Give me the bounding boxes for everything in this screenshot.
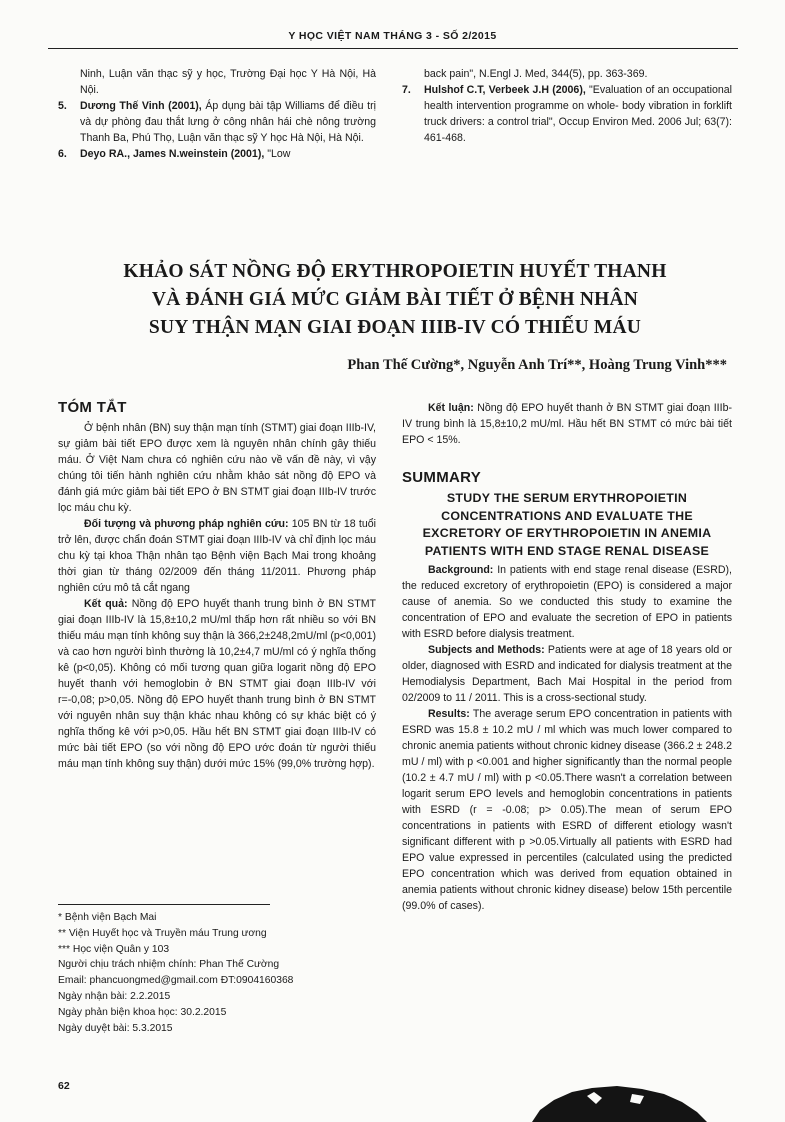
reference-text: "Evaluation of an occupational health intervention programme on whole- body vibration in forklift truck drivers: a control trial", Occup Environ Med. 2006 Jul; 63(7): 461-468. [424,84,732,144]
authors-line: Phan Thế Cường*, Nguyễn Anh Trí**, Hoàng Trung Vinh*** [347,357,727,373]
abstract-results [58,596,376,772]
background-text: In patients with end stage renal disease (ESRD), the reduced excretory of erythropoietin (EPO) is considered a major cause of anemia. So we conducted this study to examine the concentration of EPO and evaluate the secretion of EPO in patients with ESRD before dialysis treatment. [402,564,732,640]
footnote-line: Người chịu trách nhiệm chính: Phan Thế Cường [58,959,280,971]
summary-heading: SUMMARY [402,469,482,486]
footnotes [58,910,376,1036]
results-text: Nồng độ EPO huyết thanh trung bình ở BN STMT giai đoạn IIIb-IV là 15,8±10,2 mU/ml thấp hơn rất nhiều so với BN thiếu máu mạn tính không suy thận là 366,2±248,2mU/ml (p<0,001) và cao hơn người bình thường là 10,2±4,7 mU/ml có ý nghĩa thống kê (p<0,05). Không có mối tương quan giữa logarit nồng độ EPO huyết thanh với hemoglobin ở BN STMT giai đoạn IIIb-IV với r=-0,08; p>0,05. Nồng độ EPO huyết thanh trung bình ở BN STMT với nguyên nhân suy thận khác nhau không có sự khác biệt có ý nghĩa thống kê với p>0,05. Hầu hết BN STMT giai đoạn IIIb-IV có mức bài tiết EPO (so với nồng độ EPO ước đoán từ người thiếu máu mạn tính không suy thận) dưới mức 15% (99,0% trường hợp). [58,598,376,770]
reference-body [80,98,376,146]
abstract-methods [58,516,376,596]
reference-continuation: Ninh, Luận văn thạc sỹ y học, Trường Đại học Y Hà Nội, Hà Nội. [80,68,376,96]
reference-number: 6. [58,148,67,160]
title-line: VÀ ĐÁNH GIÁ MỨC GIẢM BÀI TIẾT Ở BỆNH NHÂN [151,289,639,310]
footnote-line: Ngày phản biện khoa học: 30.2.2015 [58,1006,227,1018]
methods-label: Đối tượng và phương pháp nghiên cứu: [84,518,289,530]
reference-item [402,82,732,146]
reference-number: 7. [402,84,411,96]
summary-title: STUDY THE SERUM ERYTHROPOIETIN CONCENTRATIONS AND EVALUATE THE EXCRETORY OF ERYTHROPOIETIN IN ANEMIA PATIENTS WITH END STAGE RENAL DISEASE [422,491,712,558]
journal-header: Y HỌC VIỆT NAM THÁNG 3 - SỐ 2/2015 [288,30,497,42]
reference-item [58,146,376,162]
reference-body [80,146,376,162]
footnote-rule [58,904,270,905]
article-title [40,258,750,342]
reference-item [58,98,376,146]
summary-results [402,706,732,914]
results-label: Kết quả: [84,598,128,610]
reference-text: "Low [264,148,291,160]
reference-body [424,82,732,146]
scan-smudge-image [532,1082,712,1122]
results-label: Results: [428,708,470,720]
section-heading: TÓM TẮT [58,399,127,416]
references-right [402,66,732,146]
conclusion-label: Kết luận: [428,402,474,414]
footnote-line: ** Viện Huyết học và Truyền máu Trung ương [58,927,267,939]
footnote-line: Ngày nhận bài: 2.2.2015 [58,990,171,1002]
reference-number: 5. [58,100,67,112]
summary-methods [402,642,732,706]
footnote-line: Email: phancuongmed@gmail.com ĐT:0904160368 [58,975,294,987]
reference-authors: Deyo RA., James N.weinstein (2001), [80,148,265,160]
reference-text: Áp dụng bài tập Williams để điều trị và dự phòng đau thắt lưng ở công nhân hái chè nông trường Thanh Ba, Phú Thọ, Luận văn thạc sỹ Y học Hà Nội, Hà Nội. [80,100,376,144]
title-line: SUY THẬN MẠN GIAI ĐOẠN IIIB-IV CÓ THIẾU MÁU [148,317,642,338]
reference-continuation: back pain", N.Engl J. Med, 344(5), pp. 363-369. [424,68,648,80]
methods-text: Patients were at age of 18 years old or older, diagnosed with ESRD and indicated for dialysis treatment at the Hemodialysis Department, Bach Mai Hospital in the period from 02/2009 to 11 / 2011. This is a cross-sectional study. [402,644,733,704]
background-label: Background: [428,564,494,576]
reference-authors: Dương Thế Vinh (2001), [80,100,202,112]
references-left [58,66,376,162]
methods-text: 105 BN từ 18 tuổi trở lên, được chẩn đoán STMT giai đoạn IIIb-IV và chỉ định lọc máu chu kỳ tại khoa Thận nhân tạo Bệnh viện Bạch Mai trong khoảng thời gian từ tháng 02/2009 đến tháng 11/2011. Phương pháp nghiên cứu mô tả cắt ngang [58,518,376,594]
header-rule [48,48,738,49]
footnote-line: Ngày duyệt bài: 5.3.2015 [58,1022,173,1034]
abstract-right-column [402,400,732,914]
reference-authors: Hulshof C.T, Verbeek J.H (2006), [424,84,586,96]
title-line: KHẢO SÁT NỒNG ĐỘ ERYTHROPOIETIN HUYẾT THANH [123,261,667,282]
abstract-conclusion [402,400,732,448]
summary-background [402,562,732,642]
results-text: The average serum EPO concentration in patients with ESRD was 15.8 ± 10.2 mU / ml which was much lower compared to chronic anemia patients without chronic kidney disease (366.2 ± 248.2 mU / ml) with p <0.001 and higher significantly than the normal people (10.2 ± 4.7 mU / ml) with p <0.05.There wasn't a correlation between logarit serum EPO levels and hemoglobin concentrations in patients with ESRD (r = -0.08; p> 0.05).The mean of serum EPO concentrations in patients with ESRD of different etiology wasn't significant different with p >0.05.Virtually all patients with ESRD had EPO value expressed in percentiles (calculated using the predicted EPO concentration which was derived from equation obtained in anemia patients without chronic kidney disease) below 15th percentile (99.0% of cases). [402,708,732,912]
methods-label: Subjects and Methods: [428,644,545,656]
footnote-line: * Bệnh viện Bạch Mai [58,912,157,923]
abstract-vietnamese [58,400,376,772]
page-number: 62 [58,1080,70,1092]
abstract-intro: Ở bệnh nhân (BN) suy thận mạn tính (STMT) giai đoạn IIIb-IV, sự giảm bài tiết EPO được xem là nguyên nhân chính gây thiếu máu. Ở Việt Nam chưa có nghiên cứu nào về vấn đề này, vì vậy chúng tôi tiến hành nghiên cứu nhằm khảo sát nồng độ EPO và đánh giá mức giảm bài tiết EPO ở BN STMT giai đoạn IIIb-IV trước lọc máu chu kỳ. [58,422,376,514]
conclusion-text: Nồng độ EPO huyết thanh ở BN STMT giai đoạn IIIb-IV trung bình là 15,8±10,2 mU/ml. Hầu hết BN STMT có mức bài tiết EPO < 15%. [402,402,732,446]
footnote-line: *** Học viện Quân y 103 [58,943,170,955]
